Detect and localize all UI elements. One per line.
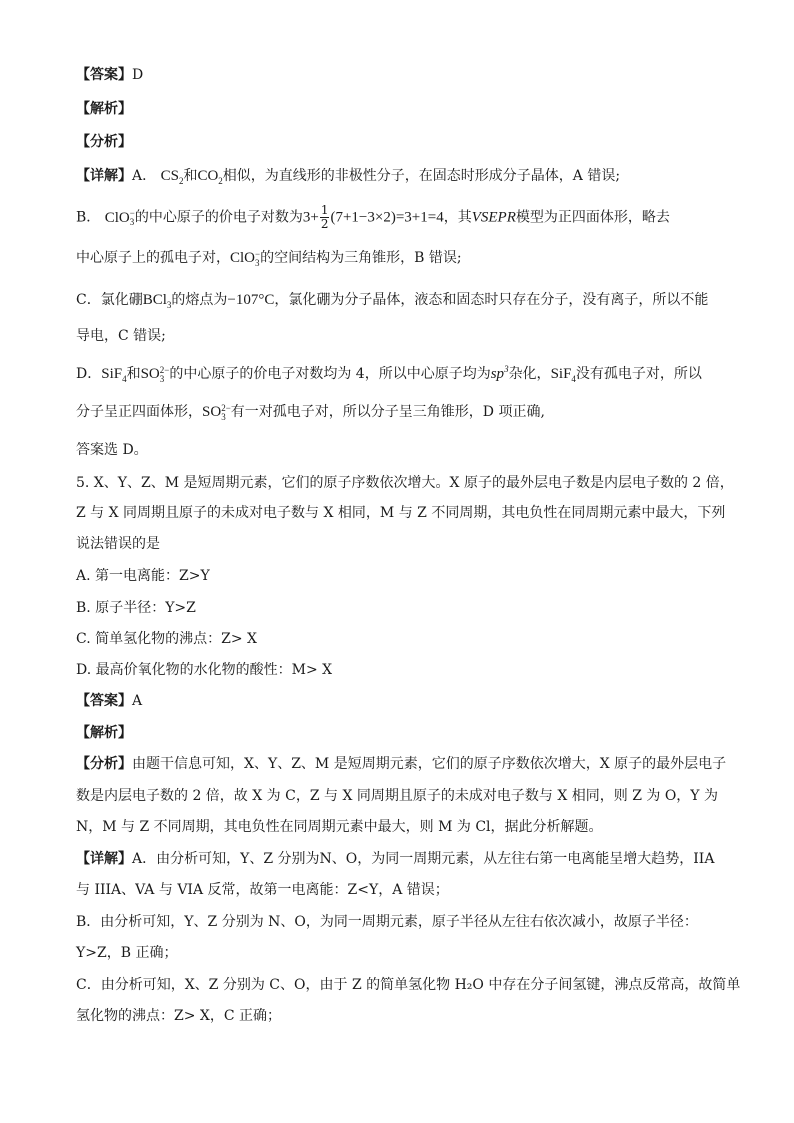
fenxi-tag: 【分析】 — [76, 134, 132, 150]
formula-cs2: $CS_2$ — [160, 168, 184, 186]
detail-line-c2 — [76, 326, 166, 346]
detail-text: 的熔点为 — [171, 292, 228, 308]
question5-line1 — [76, 473, 734, 493]
answer-tag: 【答案】 — [76, 693, 132, 709]
vsepr-term: VSEPR — [471, 209, 516, 226]
analysis-tag: 【解析】 — [76, 101, 132, 117]
answer-line — [76, 65, 143, 85]
detail-text: ，其 — [443, 209, 472, 226]
formula-sif4: SiF$_4$ — [101, 366, 127, 384]
detail5-line6 — [76, 1006, 281, 1026]
fenxi5-line2 — [76, 786, 718, 806]
question5-line3 — [76, 534, 160, 554]
question-text: 5. X、Y、Z、M 是短周期元素，它们的原子序数依次增大。X 原子的最外层电子数是内层电子数的 2 倍， — [76, 475, 734, 491]
fenxi-tag: 【分析】 — [76, 756, 132, 772]
detail-tag: 【详解】 — [76, 168, 132, 184]
option-d — [76, 660, 332, 680]
formula-sif4: SiF$_4$ — [550, 366, 576, 384]
fraction: $\frac{1}{2}$ — [320, 203, 329, 231]
detail-text: 有一对孤电子对，所以分子呈三角锥形，D 项正确, — [230, 404, 545, 420]
detail5-line4 — [76, 943, 177, 963]
formula-clo3: ClO − 3 — [230, 248, 261, 268]
option-a — [76, 566, 210, 586]
answer5-line — [76, 691, 142, 711]
detail-text: A．由分析可知，Y、Z 分别为N、O，为同一周期元素，从左往右第一电离能呈增大趋势，IIA — [132, 851, 715, 867]
detail-text: 的空间结构为三角锥形，B 错误; — [260, 250, 462, 266]
answer-value: A — [132, 693, 143, 709]
detail-line-d1 — [76, 364, 702, 384]
detail-text: 模型为正四面体形，略去 — [515, 209, 670, 226]
detail-line-d2 — [76, 402, 545, 422]
analysis5-heading — [76, 723, 132, 743]
answer-value: D — [132, 67, 144, 83]
detail-text: 的中心原子的价电子对数为 — [134, 209, 303, 226]
detail-text: 杂化， — [508, 366, 551, 382]
option-c — [76, 629, 257, 649]
detail-text: Y>Z，B 正确； — [76, 945, 178, 961]
fenxi5-line1 — [76, 754, 726, 774]
temperature-value: −107°C — [227, 292, 275, 308]
detail-text: 没有孤电子对，所以 — [575, 366, 702, 382]
detail-text: 相似，为直线形的非极性分子，在固态时形成分子晶体，A 错误; — [222, 168, 621, 184]
question-text: Z 与 X 同周期且原子的未成对电子数与 X 相同，M 与 Z 不同周期，其电负性在同周期元素中最大，下列 — [76, 505, 726, 521]
detail-text: C．氯化硼 — [76, 292, 143, 308]
answer-choice: 答案选 D。 — [76, 442, 148, 458]
detail-text: C．由分析可知，X、Z 分别为 C、O，由于 Z 的简单氢化物 H₂O 中存在分子间氢键，沸点反常高，故简单 — [76, 977, 741, 993]
detail-line-b1 — [76, 204, 670, 231]
formula-bcl3: BCl$_3$ — [142, 292, 172, 310]
fenxi-text: 由题干信息可知，X、Y、Z、M 是短周期元素，它们的原子序数依次增大，X 原子的最外层电子 — [132, 756, 727, 772]
detail-text: ，氯化硼为分子晶体，液态和固态时只存在分子，没有离子，所以不能 — [274, 292, 709, 308]
detail5-line5 — [76, 975, 740, 995]
option-letter: B． — [76, 209, 101, 226]
detail-text: 分子呈正四面体形， — [76, 404, 202, 420]
detail-line-b2 — [76, 248, 462, 268]
detail-tag: 【详解】 — [76, 851, 132, 867]
answer-choice-line — [76, 440, 148, 460]
option-letter: D． — [76, 366, 102, 382]
analysis-tag: 【解析】 — [76, 725, 132, 741]
detail-line-a — [76, 166, 620, 186]
conj-text: 和 — [126, 366, 141, 382]
question5-line2 — [76, 503, 725, 523]
detail-text: B．由分析可知，Y、Z 分别为 N、O，为同一周期元素，原子半径从左往右依次减小，故原子半径： — [76, 914, 698, 930]
detail5-line1 — [76, 849, 714, 869]
detail5-line2 — [76, 880, 449, 900]
fenxi-heading — [76, 132, 132, 152]
fenxi5-line3 — [76, 817, 603, 837]
analysis-heading — [76, 99, 132, 119]
formula-co2: $CO_2$ — [197, 168, 223, 186]
option-letter: A． — [132, 168, 157, 184]
detail-line-c1 — [76, 290, 708, 310]
option-text: B. 原子半径：Y>Z — [76, 600, 196, 616]
option-b — [76, 598, 196, 618]
formula-so3: SO 2− 3 — [140, 364, 170, 384]
fenxi-text: 数是内层电子数的 2 倍，故 X 为 C，Z 与 X 同周期且原子的未成对电子数与 X 相同，则 Z 为 O，Y 为 — [76, 788, 718, 804]
sp3-term: $sp^3$ — [490, 364, 509, 382]
formula-so3: SO 2− 3 — [202, 402, 231, 422]
fenxi-text: N，M 与 Z 不同周期，其电负性在同周期元素中最大，则 M 为 Cl，据此分析解题。 — [76, 819, 603, 835]
detail-text: 的中心原子的价电子对数均为 4，所以中心原子均为 — [169, 366, 491, 382]
detail-text: 导电，C 错误; — [76, 328, 166, 344]
equation-part2: (7+1−3×2)=3+1=4 — [330, 209, 444, 226]
detail-text: 与 IIIA、VA 与 VIA 反常，故第一电离能：Z<Y，A 错误； — [76, 882, 449, 898]
option-text: A. 第一电离能：Z>Y — [76, 568, 210, 584]
conj-text: 和 — [183, 168, 198, 184]
option-text: C. 简单氢化物的沸点：Z> X — [76, 631, 257, 647]
equation-part1: 3+ — [302, 209, 319, 226]
option-text: D. 最高价氧化物的水化物的酸性：M> X — [76, 662, 333, 678]
detail5-line3 — [76, 912, 698, 932]
detail-text: 氢化物的沸点：Z> X，C 正确； — [76, 1008, 282, 1024]
answer-tag: 【答案】 — [76, 67, 132, 83]
question-text: 说法错误的是 — [76, 536, 160, 552]
formula-clo3: ClO − 3 — [104, 208, 135, 228]
detail-text: 中心原子上的孤电子对， — [76, 250, 230, 266]
